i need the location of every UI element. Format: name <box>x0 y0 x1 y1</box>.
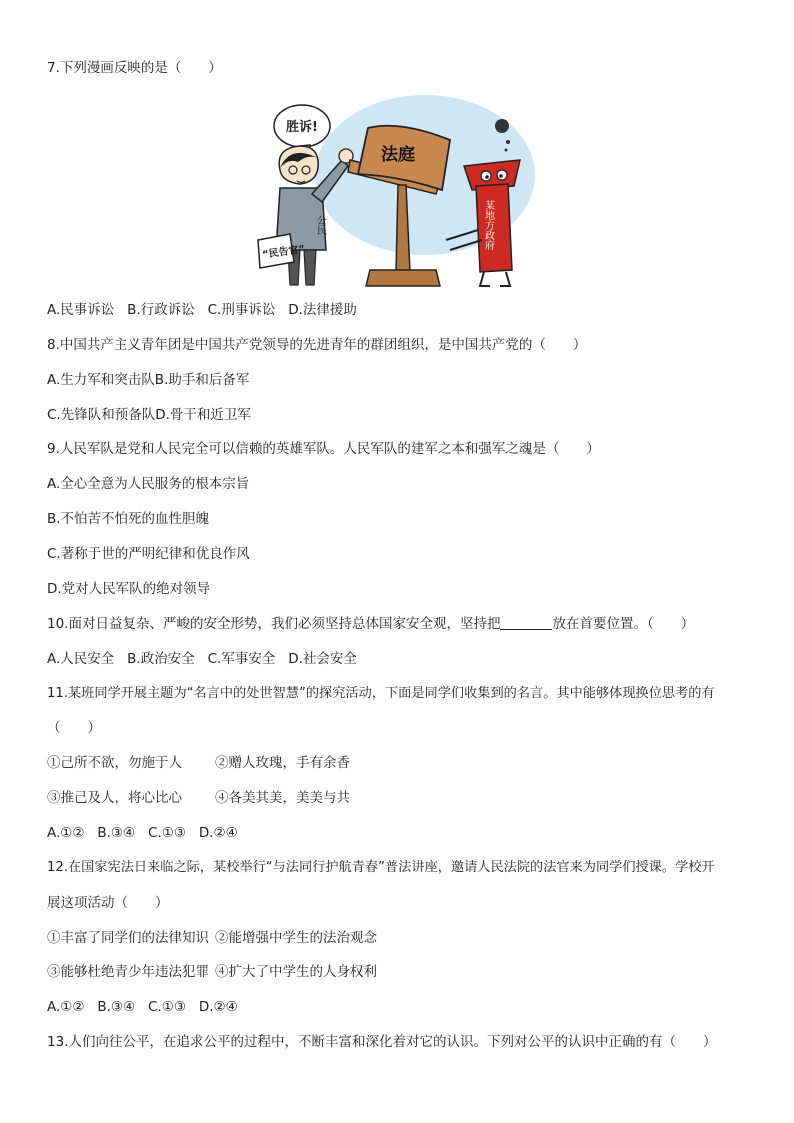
question-10-stem-before: 10.面对日益复杂、严峻的安全形势，我们必须坚持总体国家安全观，坚持把 <box>47 616 501 632</box>
question-11-items-row-2 <box>47 788 350 808</box>
question-8-options-line-1[interactable]: A.生力军和突击队B.助手和后备军 <box>47 372 250 388</box>
question-12-stem-line-2: 展这项活动（ ） <box>47 895 169 911</box>
statement-4: ④扩大了中学生的人身权利 <box>215 964 377 980</box>
question-9-option-b[interactable]: B.不怕苦不怕死的血性胆魄 <box>47 511 210 527</box>
statement-2: ②赠人玫瑰，手有余香 <box>215 755 350 771</box>
question-9-option-c[interactable]: C.著称于世的严明纪律和优良作风 <box>47 546 250 562</box>
question-11-items-row-1 <box>47 753 350 773</box>
statement-1: ①己所不欲，勿施于人 <box>47 755 182 771</box>
question-8-options-line-2[interactable]: C.先锋队和预备队D.骨干和近卫军 <box>47 407 251 423</box>
government-label: 某地方政府 <box>482 200 494 250</box>
option-b[interactable]: B.政治安全 <box>127 651 195 667</box>
question-9-stem: 9.人民军队是党和人民完全可以信赖的英雄军队。人民军队的建军之本和强军之魂是（ ） <box>47 441 600 457</box>
question-11-stem-line-2: （ ） <box>47 720 101 736</box>
option-d[interactable]: D.②④ <box>198 825 238 841</box>
question-12-items-row-2 <box>47 962 377 982</box>
option-c[interactable]: C.军事安全 <box>207 651 276 667</box>
option-a[interactable]: A.人民安全 <box>47 651 115 667</box>
question-11-options <box>47 823 238 843</box>
citizen-label: 公民 <box>314 215 326 235</box>
statement-3: ③能够杜绝青少年违法犯罪 <box>47 964 209 980</box>
question-7-stem: 7.下列漫画反映的是（ ） <box>47 60 222 76</box>
option-d[interactable]: D.法律援助 <box>288 302 357 318</box>
court-cartoon-illustration <box>250 90 545 290</box>
question-12-stem-line-1: 12.在国家宪法日来临之际，某校举行“与法同行护航青春”普法讲座，邀请人民法院的法官来为同学们授课。学校开 <box>47 860 715 875</box>
question-12-items-row-1 <box>47 928 377 948</box>
option-c[interactable]: C.①③ <box>148 999 186 1015</box>
option-c[interactable]: C.刑事诉讼 <box>207 302 276 318</box>
option-a[interactable]: A.①② <box>47 999 85 1015</box>
statement-3: ③推己及人，将心比心 <box>47 790 182 806</box>
sign-label: “民告官” <box>261 243 306 261</box>
statement-1: ①丰富了同学们的法律知识 <box>47 930 209 946</box>
question-8-stem: 8.中国共产主义青年团是中国共产党领导的先进青年的群团组织，是中国共产党的（ ） <box>47 337 587 353</box>
option-b[interactable]: B.行政诉讼 <box>127 302 195 318</box>
option-b[interactable]: B.③④ <box>97 825 136 841</box>
question-7-options <box>47 300 357 320</box>
question-9-option-a[interactable]: A.全心全意为人民服务的根本宗旨 <box>47 476 250 492</box>
option-c[interactable]: C.①③ <box>148 825 186 841</box>
option-a[interactable]: A.民事诉讼 <box>47 302 115 318</box>
statement-4: ④各美其美，美美与共 <box>215 790 350 806</box>
question-13-stem: 13.人们向往公平，在追求公平的过程中，不断丰富和深化着对它的认识。下列对公平的认识中正确的有（ ） <box>47 1034 717 1050</box>
question-10-stem-after: 放在首要位置。（ ） <box>552 616 695 632</box>
option-d[interactable]: D.②④ <box>198 999 238 1015</box>
question-10-options <box>47 649 357 669</box>
option-d[interactable]: D.社会安全 <box>288 651 357 667</box>
question-9-option-d[interactable]: D.党对人民军队的绝对领导 <box>47 581 211 597</box>
option-b[interactable]: B.③④ <box>97 999 136 1015</box>
statement-2: ②能增强中学生的法治观念 <box>215 930 377 946</box>
question-12-options <box>47 997 238 1017</box>
question-10-stem <box>47 614 694 634</box>
question-11-stem-line-1: 11.某班同学开展主题为“名言中的处世智慧”的探究活动，下面是同学们收集到的名言。其中能够体现换位思考的有 <box>47 686 715 701</box>
speech-text: 胜诉! <box>286 120 318 135</box>
answer-blank <box>500 615 552 630</box>
gavel-label: 法庭 <box>381 145 415 165</box>
option-a[interactable]: A.①② <box>47 825 85 841</box>
